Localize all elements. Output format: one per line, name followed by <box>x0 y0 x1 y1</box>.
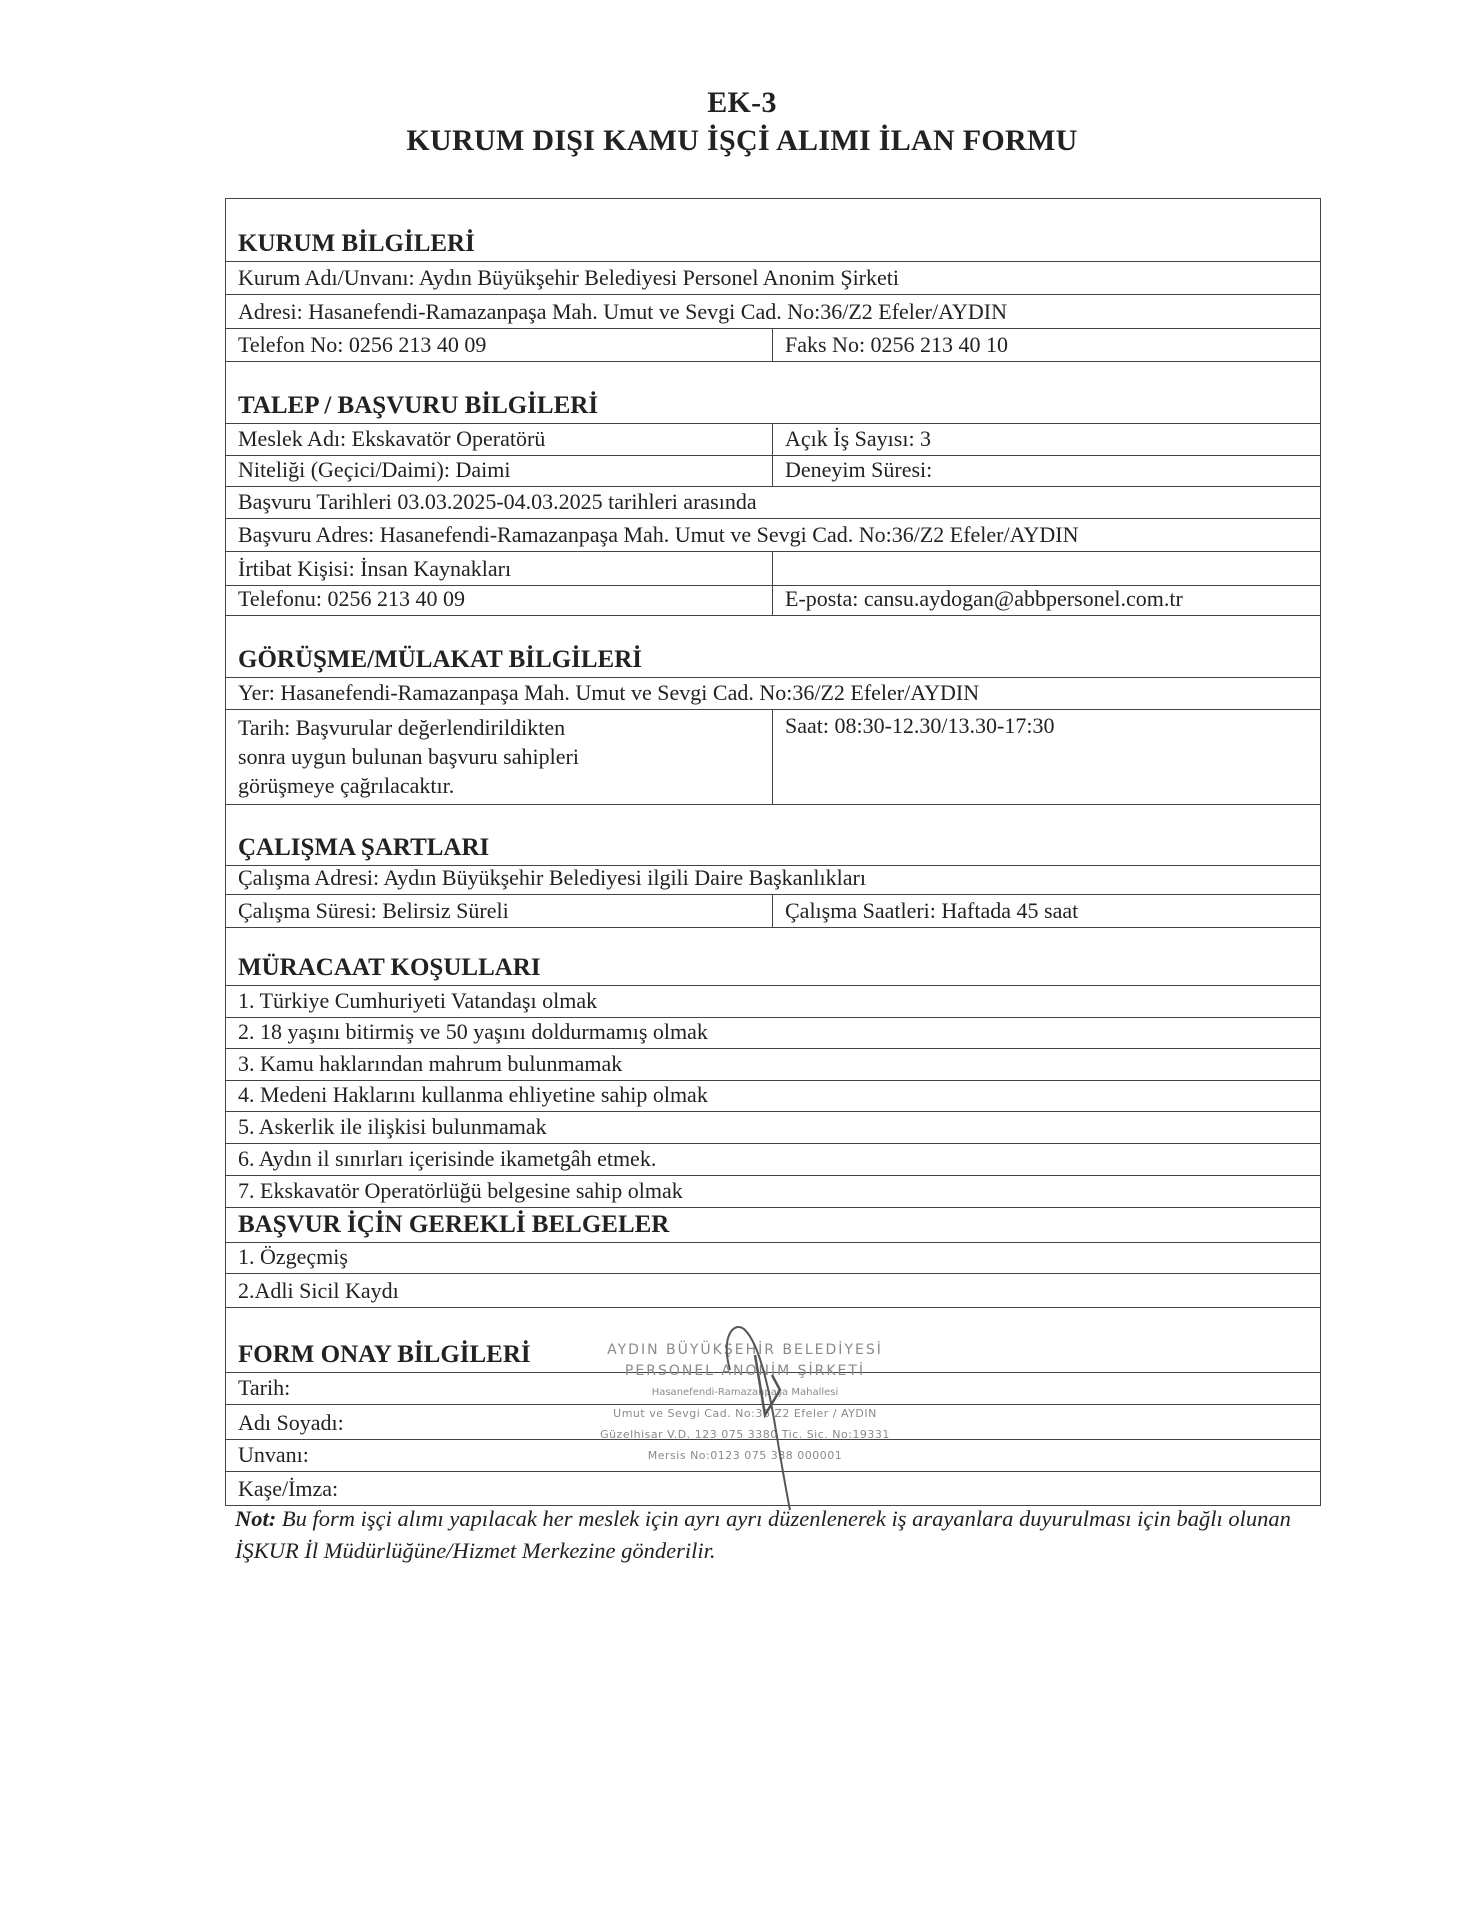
stamp-line: Hasanefendi-Ramazanpaşa Mahallesi <box>651 1387 839 1398</box>
section-heading-belgeler: BAŞVUR İÇİN GEREKLİ BELGELER <box>238 1211 670 1238</box>
section-heading-onay: FORM ONAY BİLGİLERİ <box>238 1341 531 1368</box>
interview-date-line: görüşmeye çağrılacaktır. <box>238 773 455 798</box>
footnote <box>235 1503 1335 1567</box>
condition-item: 2. 18 yaşını bitirmiş ve 50 yaşını doldurmamış olmak <box>238 1019 708 1044</box>
application-address: Başvuru Adres: Hasanefendi-Ramazanpaşa Mah. Umut ve Sevgi Cad. No:36/Z2 Efeler/AYDIN <box>238 522 1079 547</box>
interview-date-line: sonra uygun bulunan başvuru sahipleri <box>238 744 579 769</box>
job-nature: Niteliği (Geçici/Daimi): Daimi <box>226 456 773 486</box>
work-hours: Çalışma Saatleri: Haftada 45 saat <box>785 898 1079 923</box>
section-heading-muracaat: MÜRACAAT KOŞULLARI <box>238 954 541 981</box>
interview-place: Yer: Hasanefendi-Ramazanpaşa Mah. Umut ve Sevgi Cad. No:36/Z2 Efeler/AYDIN <box>238 680 980 705</box>
condition-item: 6. Aydın il sınırları içerisinde ikametgâh etmek. <box>238 1146 657 1171</box>
occupation: Meslek Adı: Ekskavatör Operatörü <box>226 424 773 455</box>
annex-label: EK-3 <box>707 86 777 119</box>
stamp-line: Güzelhisar V.D. 123 075 3380 Tic. Sic. No:19331 <box>600 1428 890 1441</box>
condition-item: 7. Ekskavatör Operatörlüğü belgesine sahip olmak <box>238 1178 683 1203</box>
experience: Deneyim Süresi: <box>785 457 933 482</box>
approval-stamp-signature: Kaşe/İmza: <box>238 1476 339 1501</box>
signature-icon <box>700 1315 820 1515</box>
institution-address: Adresi: Hasanefendi-Ramazanpaşa Mah. Umut ve Sevgi Cad. No:36/Z2 Efeler/AYDIN <box>238 299 1007 324</box>
open-positions: Açık İş Sayısı: 3 <box>785 426 932 451</box>
interview-date-line: Tarih: Başvurular değerlendirildikten <box>238 715 566 740</box>
interview-time: Saat: 08:30-12.30/13.30-17:30 <box>785 713 1055 738</box>
condition-item: 3. Kamu haklarından mahrum bulunmamak <box>238 1051 623 1076</box>
section-heading-kurum: KURUM BİLGİLERİ <box>238 230 475 257</box>
section-heading-gorusme: GÖRÜŞME/MÜLAKAT BİLGİLERİ <box>238 646 643 673</box>
form-title: KURUM DIŞI KAMU İŞÇİ ALIMI İLAN FORMU <box>406 124 1078 157</box>
contact-phone: Telefonu: 0256 213 40 09 <box>226 586 773 615</box>
contact-person: İrtibat Kişisi: İnsan Kaynakları <box>226 552 773 585</box>
note-text: Bu form işçi alımı yapılacak her meslek için ayrı ayrı düzenlenerek iş arayanlara duyurulması için bağlı olunan İŞKUR İl Müdürlüğüne/Hizmet Merkezine gönderilir. <box>235 1506 1291 1563</box>
job-posting-form <box>225 198 1321 1506</box>
approval-title: Unvanı: <box>238 1442 309 1467</box>
work-duration: Çalışma Süresi: Belirsiz Süreli <box>226 895 773 927</box>
work-address: Çalışma Adresi: Aydın Büyükşehir Belediyesi ilgili Daire Başkanlıkları <box>238 865 866 890</box>
institution-fax: Faks No: 0256 213 40 10 <box>785 332 1009 357</box>
institution-phone: Telefon No: 0256 213 40 09 <box>226 329 773 361</box>
stamp-line: Mersis No:0123 075 338 000001 <box>647 1449 843 1462</box>
document-item: 2.Adli Sicil Kaydı <box>238 1278 399 1303</box>
empty-cell <box>773 552 1320 585</box>
condition-item: 4. Medeni Haklarını kullanma ehliyetine sahip olmak <box>238 1082 708 1107</box>
document-item: 1. Özgeçmiş <box>238 1244 348 1269</box>
condition-item: 5. Askerlik ile ilişkisi bulunmamak <box>238 1114 547 1139</box>
institution-name: Kurum Adı/Unvanı: Aydın Büyükşehir Belediyesi Personel Anonim Şirketi <box>238 265 899 290</box>
approval-name: Adı Soyadı: <box>238 1410 344 1435</box>
note-label: Not: <box>235 1506 277 1531</box>
stamp-line: PERSONEL ANONİM ŞİRKETİ <box>624 1363 866 1379</box>
approval-date: Tarih: <box>238 1375 291 1400</box>
stamp-line: Umut ve Sevgi Cad. No:36 Z2 Efeler / AYDIN <box>613 1407 877 1420</box>
condition-item: 1. Türkiye Cumhuriyeti Vatandaşı olmak <box>238 988 598 1013</box>
application-dates: Başvuru Tarihleri 03.03.2025-04.03.2025 tarihleri arasında <box>238 489 757 514</box>
section-heading-talep: TALEP / BAŞVURU BİLGİLERİ <box>238 392 599 419</box>
stamp-line: AYDIN BÜYÜKŞEHİR BELEDİYESİ <box>607 1342 883 1358</box>
section-heading-calisma: ÇALIŞMA ŞARTLARI <box>238 834 490 861</box>
interview-date <box>226 710 773 804</box>
contact-email: E-posta: cansu.aydogan@abbpersonel.com.tr <box>785 586 1183 611</box>
